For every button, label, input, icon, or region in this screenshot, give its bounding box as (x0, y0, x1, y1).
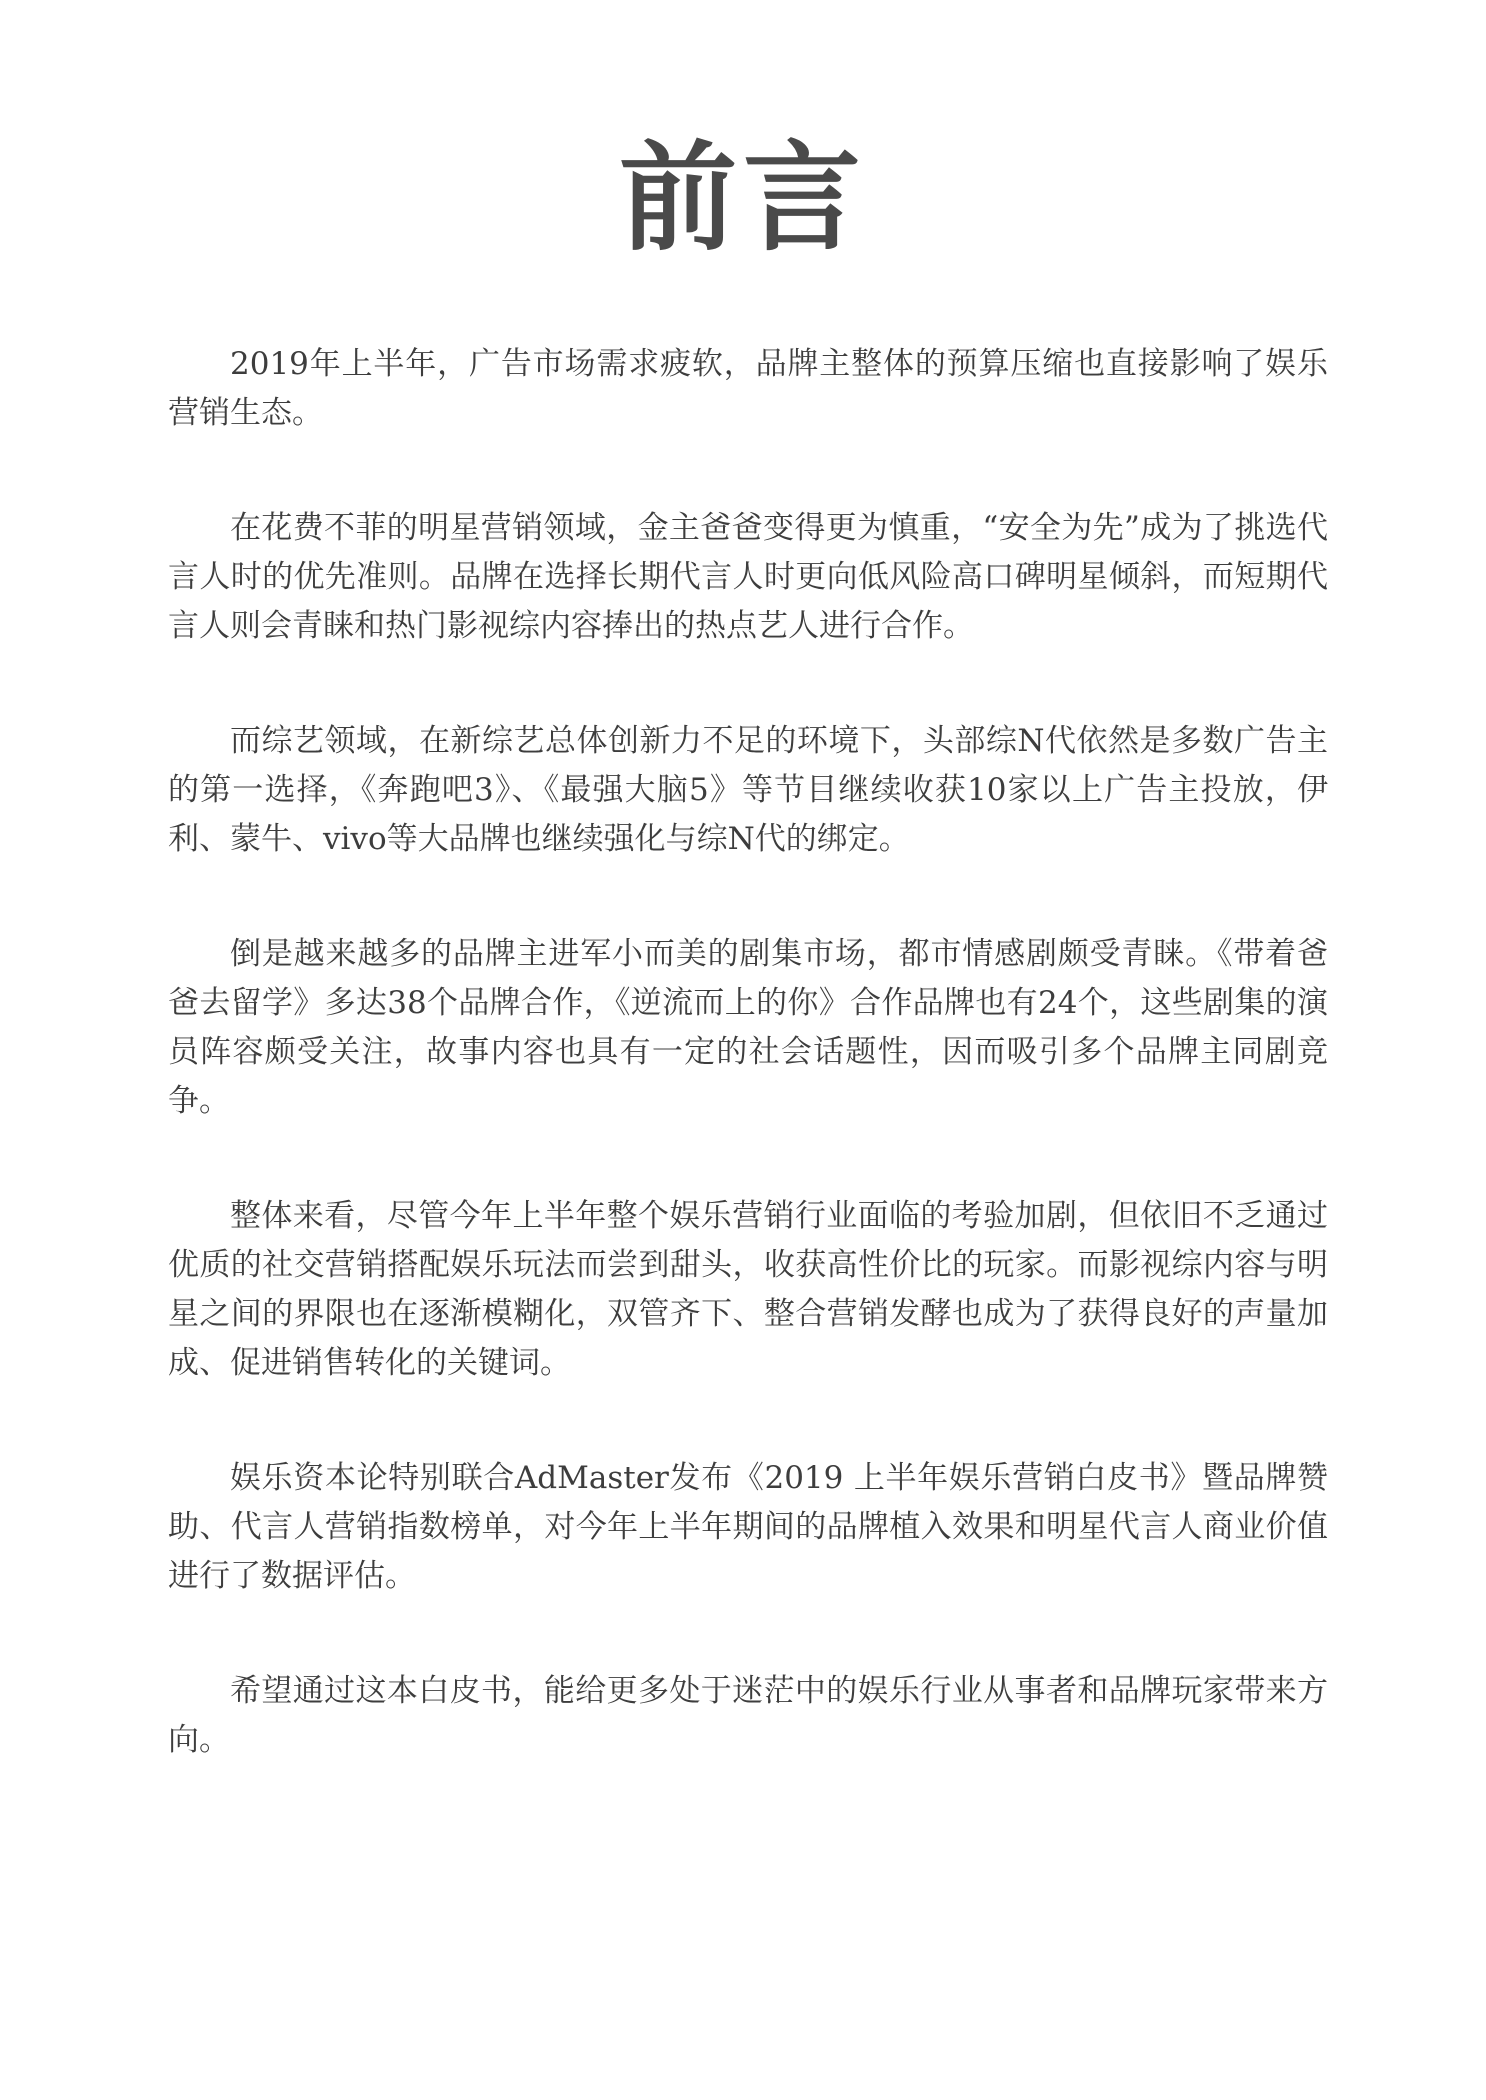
paragraph-overall: 整体来看，尽管今年上半年整个娱乐营销行业面临的考验加剧，但依旧不乏通过优质的社交营销搭配娱乐玩法而尝到甜头，收获高性价比的玩家。而影视综内容与明星之间的界限也在逐渐模糊化，双管齐下、整合营销发酵也成为了获得良好的声量加成、促进销售转化的关键词。 (168, 1198, 1328, 1381)
document-body (168, 340, 1328, 1831)
paragraph-variety-shows: 而综艺领域，在新综艺总体创新力不足的环境下，头部综N代依然是多数广告主的第一选择，《奔跑吧3》、《最强大脑5》等节目继续收获10家以上广告主投放，伊利、蒙牛、vivo等大品牌也继续强化与综N代的绑定。 (168, 723, 1328, 857)
paragraph-intro: 2019年上半年，广告市场需求疲软，品牌主整体的预算压缩也直接影响了娱乐营销生态。 (168, 346, 1328, 431)
page-title: 前言 (618, 128, 867, 267)
paragraph-celebrity-marketing: 在花费不菲的明星营销领域，金主爸爸变得更为慎重，“安全为先”成为了挑选代言人时的优先准则。品牌在选择长期代言人时更向低风险高口碑明星倾斜，而短期代言人则会青睐和热门影视综内容捧出的热点艺人进行合作。 (168, 510, 1328, 644)
paragraph-whitepaper-release: 娱乐资本论特别联合AdMaster发布《2019 上半年娱乐营销白皮书》暨品牌赞助、代言人营销指数榜单，对今年上半年期间的品牌植入效果和明星代言人商业价值进行了数据评估。 (168, 1460, 1328, 1594)
paragraph-closing: 希望通过这本白皮书，能给更多处于迷茫中的娱乐行业从事者和品牌玩家带来方向。 (168, 1673, 1328, 1758)
paragraph-drama-series: 倒是越来越多的品牌主进军小而美的剧集市场，都市情感剧颇受青睐。《带着爸爸去留学》多达38个品牌合作，《逆流而上的你》合作品牌也有24个，这些剧集的演员阵容颇受关注，故事内容也具有一定的社会话题性，因而吸引多个品牌主同剧竞争。 (168, 936, 1328, 1119)
